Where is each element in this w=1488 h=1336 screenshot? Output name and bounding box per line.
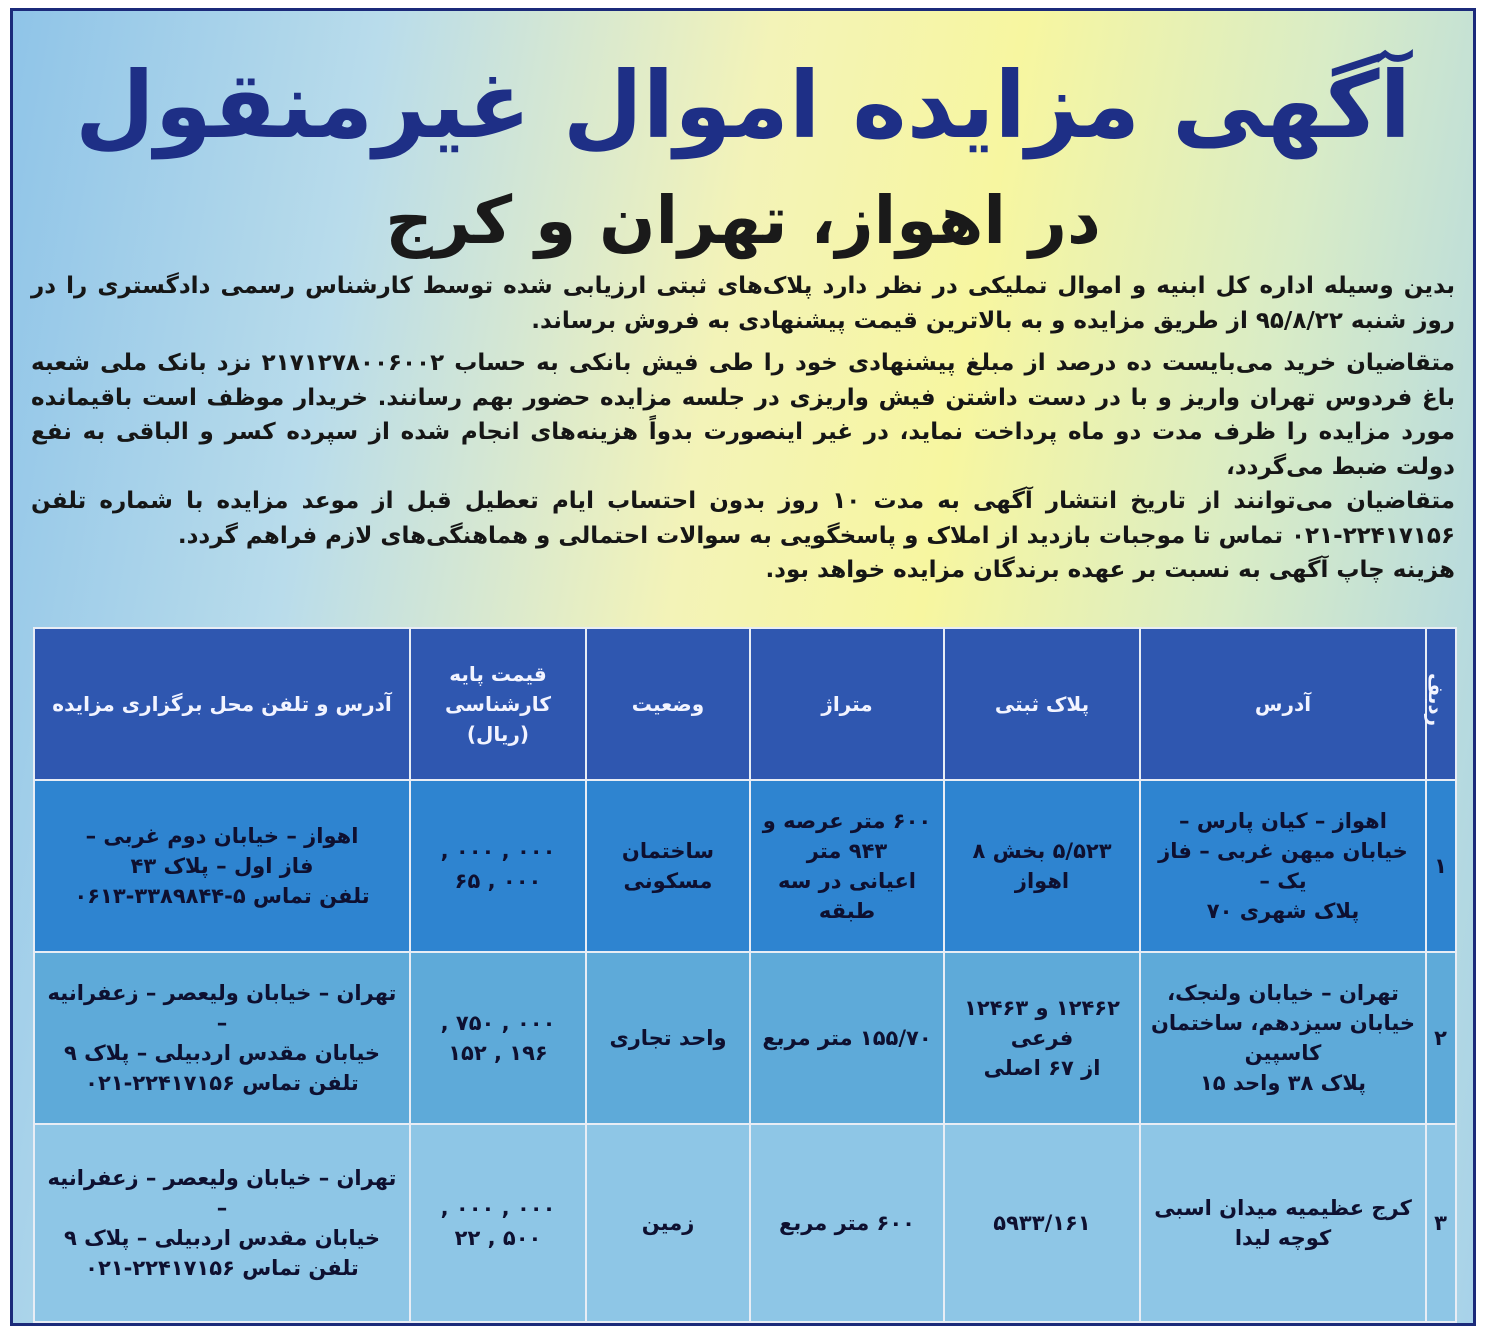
cell-price: ۰۰۰ , ۷۵۰ , ۱۹۶ , ۱۵۲ <box>410 952 586 1124</box>
paragraph-cost: هزینه چاپ آگهی به نسبت بر عهده برندگان مزایده خواهد بود. <box>765 557 1455 583</box>
ad-title: آگهی مزایده اموال غیرمنقول <box>74 52 1412 159</box>
address-line: اهواز – کیان پارس – <box>1179 809 1387 833</box>
cell-status: واحد تجاری <box>586 952 750 1124</box>
address-line: پلاک شهری ۷۰ <box>1206 899 1360 923</box>
header-place: آدرس و تلفن محل برگزاری مزایده <box>34 628 410 780</box>
cell-address <box>1140 780 1426 952</box>
paragraph-visit: متقاضیان می‌توانند از تاریخ انتشار آگهی به مدت ۱۰ روز بدون احتساب ایام تعطیل قبل از موعد مزایده با شماره تلفن ۲۲۴۱۷۱۵۶-۰۲۱ تماس تا موجبات بازدید از املاک و پاسخگویی به سوالات احتمالی و هماهنگی‌های لازم فراهم گردد. <box>31 488 1455 549</box>
cell-row-number: ۲ <box>1426 952 1456 1124</box>
table-row <box>34 1124 1456 1322</box>
plak-line: ۱۲۴۶۲ و ۱۲۴۶۳ فرعی <box>964 996 1120 1050</box>
cell-area <box>750 1124 944 1322</box>
cell-address <box>1140 952 1426 1124</box>
header-price-line-2: کارشناسی (ریال) <box>445 692 551 746</box>
header-price-line-1: قیمت پایه <box>449 662 547 686</box>
cell-price: ۰۰۰ , ۰۰۰ , ۵۰۰ , ۲۲ <box>410 1124 586 1322</box>
table-row <box>34 952 1456 1124</box>
paragraph-intro: بدین وسیله اداره کل ابنیه و اموال تملیکی در نظر دارد پلاک‌های ثبتی ارزیابی شده توسط کارشناس رسمی دادگستری را در روز شنبه ۹۵/۸/۲۲ از طریق مزایده و به بالاترین قیمت پیشنهادی به فروش برساند. <box>31 273 1455 334</box>
address-line: خیابان میهن غربی – فاز یک – <box>1158 839 1408 893</box>
header-price <box>410 628 586 780</box>
place-line: خیابان مقدس اردبیلی – پلاک ۹ <box>63 1226 381 1250</box>
address-line: کرج عظیمیه میدان اسبی <box>1154 1196 1412 1220</box>
cell-area <box>750 780 944 952</box>
place-line: تلفن تماس ۲۲۴۱۷۱۵۶-۰۲۱ <box>85 1071 359 1095</box>
address-line: تهران – خیابان ولنجک، <box>1167 981 1399 1005</box>
paragraph-deposit: متقاضیان خرید می‌بایست ده درصد از مبلغ پیشنهادی خود را طی فیش بانکی به حساب ۲۱۷۱۲۷۸۰۰۶۰۰۲ نزد بانک ملی شعبه باغ فردوس تهران واریز و با در دست داشتن فیش واریزی در جلسه مزایده حضور بهم رسانند. خریدار موظف است باقیمانده مورد مزایده را ظرف مدت دو ماه پرداخت نماید، در غیر اینصورت بدواً هزینه‌های انجام شده از سپرده کسر و الباقی به نفع دولت ضبط می‌گردد، <box>31 350 1456 480</box>
ad-subtitle: در اهواز، تهران و کرج <box>385 182 1101 259</box>
area-line: اعیانی در سه طبقه <box>777 869 916 923</box>
cell-address <box>1140 1124 1426 1322</box>
plak-line: ۵/۵۲۳ بخش ۸ <box>972 839 1112 863</box>
area-line: ۶۰۰ متر عرصه و ۹۴۳ متر <box>762 809 932 863</box>
cell-plak <box>944 780 1140 952</box>
cell-plak <box>944 952 1140 1124</box>
cell-place <box>34 1124 410 1322</box>
area-line: ۱۵۵/۷۰ متر مربع <box>762 1026 932 1050</box>
header-row-number-label: ردیف <box>1424 673 1448 727</box>
cell-place <box>34 952 410 1124</box>
cell-place <box>34 780 410 952</box>
cell-plak <box>944 1124 1140 1322</box>
cell-area <box>750 952 944 1124</box>
place-line: اهواز – خیابان دوم غربی – <box>85 824 359 848</box>
header-row-number <box>1426 628 1456 780</box>
header-status: وضعیت <box>586 628 750 780</box>
header-address: آدرس <box>1140 628 1426 780</box>
plak-line: از ۶۷ اصلی <box>983 1056 1101 1080</box>
place-line: تلفن تماس ۵-۳۳۸۹۸۴۴-۰۶۱۳ <box>74 884 370 908</box>
header-area: متراژ <box>750 628 944 780</box>
cell-status: ساختمان مسکونی <box>586 780 750 952</box>
cell-row-number: ۱ <box>1426 780 1456 952</box>
area-line: ۶۰۰ متر مربع <box>778 1211 915 1235</box>
cell-price: ۰۰۰ , ۰۰۰ , ۰۰۰ , ۶۵ <box>410 780 586 952</box>
plak-line: ۵۹۳۳/۱۶۱ <box>993 1211 1091 1235</box>
cell-status: زمین <box>586 1124 750 1322</box>
place-line: فاز اول – پلاک ۴۳ <box>130 854 314 878</box>
place-line: تهران – خیابان ولیعصر – زعفرانیه – <box>47 981 397 1035</box>
place-line: تهران – خیابان ولیعصر – زعفرانیه – <box>47 1166 397 1220</box>
plak-line: اهواز <box>1014 869 1070 893</box>
address-line: کوچه لیدا <box>1234 1226 1332 1250</box>
table-header-row <box>34 628 1456 780</box>
place-line: تلفن تماس ۲۲۴۱۷۱۵۶-۰۲۱ <box>85 1256 359 1280</box>
cell-row-number: ۳ <box>1426 1124 1456 1322</box>
table-row <box>34 780 1456 952</box>
ad-body <box>31 269 1455 588</box>
place-line: خیابان مقدس اردبیلی – پلاک ۹ <box>63 1041 381 1065</box>
ad-frame <box>10 8 1476 1326</box>
address-line: خیابان سیزدهم، ساختمان کاسپین <box>1150 1011 1416 1065</box>
auction-table <box>33 627 1457 1323</box>
address-line: پلاک ۳۸ واحد ۱۵ <box>1199 1071 1367 1095</box>
header-plak: پلاک ثبتی <box>944 628 1140 780</box>
